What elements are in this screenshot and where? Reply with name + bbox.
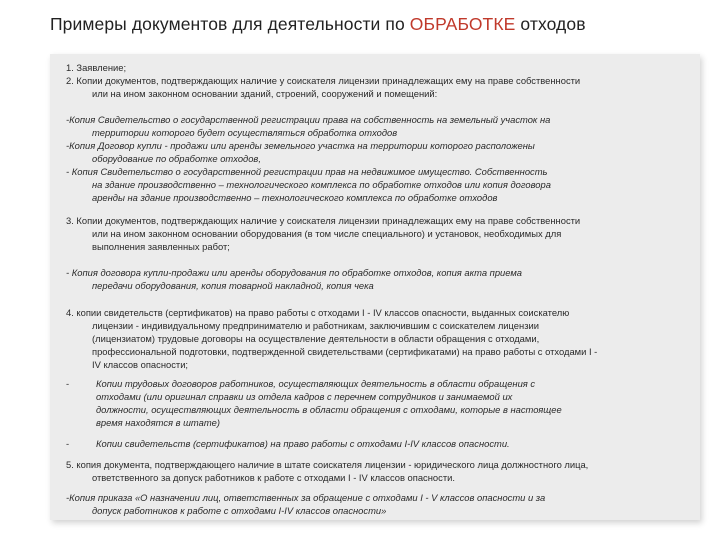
block-1-line-6: на здание производственно – технологического комплекса по обработке отходов или копия договора bbox=[92, 179, 551, 190]
item-4-line-4: профессиональной подготовки, подтвержденной свидетельствами (сертификатами) на право работы с отходами I - bbox=[92, 346, 598, 357]
dash-1-line-3: должности, осуществляющих деятельность в области обращения с отходами, которые в настоящее bbox=[96, 404, 562, 415]
block-3-line-1: -Копия приказа «О назначении лиц, ответственных за обращение с отходами I - V классов опасности и за bbox=[66, 492, 546, 503]
item-4-line-1: 4. копии свидетельств (сертификатов) на право работы с отходами I - IV классов опасности, выданных соискателю bbox=[66, 307, 570, 318]
item-1: 1. Заявление; bbox=[66, 62, 127, 73]
block-1-line-3: -Копия Договор купли - продажи или аренды земельного участка на территории которого расположены bbox=[66, 140, 535, 151]
dash-2-marker: - bbox=[66, 438, 70, 449]
block-2-line-2: передачи оборудования, копия товарной накладной, копия чека bbox=[92, 280, 374, 291]
item-3-line-3: выполнения заявленных работ; bbox=[92, 241, 230, 252]
block-1-line-2: территории которого будет осуществляться обработка отходов bbox=[92, 127, 398, 138]
block-2-line-1: - Копия договора купли-продажи или аренды оборудования по обработке отходов, копия акта приема bbox=[66, 267, 523, 278]
item-4-line-2: лицензии - индивидуальному предпринимателю и работникам, заключившим с соискателем лицензии bbox=[92, 320, 539, 331]
block-1-line-4: оборудование по обработке отходов, bbox=[92, 153, 261, 164]
dash-1-marker: - bbox=[66, 378, 70, 389]
dash-1-line-2: отходами (или оригинал справки из отдела кадров с перечнем сотрудников и занимаемой их bbox=[96, 391, 513, 402]
title-part1: Примеры документов для деятельности по bbox=[50, 14, 405, 34]
document-panel bbox=[50, 54, 700, 520]
title-part2: отходов bbox=[520, 14, 586, 34]
title-highlight: ОБРАБОТКЕ bbox=[409, 14, 516, 34]
page-title bbox=[50, 14, 586, 35]
item-5-line-2: ответственного за допуск работников к работе с отходами I - IV классов опасности. bbox=[92, 472, 455, 483]
block-1-line-7: аренды на здание производственно – технологического комплекса по обработке отходов bbox=[92, 192, 498, 203]
item-5-line-1: 5. копия документа, подтверждающего наличие в штате соискателя лицензии - юридического лица должностного лица, bbox=[66, 459, 589, 470]
item-3-line-1: 3. Копии документов, подтверждающих наличие у соискателя лицензии принадлежащих ему на праве собственности bbox=[66, 215, 581, 226]
item-2-line-1: 2. Копии документов, подтверждающих наличие у соискателя лицензии принадлежащих ему на праве собственности bbox=[66, 75, 581, 86]
block-3-line-2: допуск работников к работе с отходами I-IV классов опасности» bbox=[92, 505, 387, 516]
item-2-line-2: или на ином законном основании зданий, строений, сооружений и помещений: bbox=[92, 88, 438, 99]
dash-1-line-4: время находятся в штате) bbox=[96, 417, 220, 428]
item-3-line-2: или на ином законном основании оборудования (в том числе специального) и установок, необходимых для bbox=[92, 228, 562, 239]
block-1-line-1: -Копия Свидетельство о государственной регистрации права на собственность на земельный участок на bbox=[66, 114, 551, 125]
dash-2-line-1: Копии свидетельств (сертификатов) на право работы с отходами I-IV классов опасности. bbox=[96, 438, 510, 449]
dash-1-line-1: Копии трудовых договоров работников, осуществляющих деятельность в области обращения с bbox=[96, 378, 536, 389]
item-4-line-3: (лицензиатом) трудовые договоры на осуществление деятельности в области обращения с отходами, bbox=[92, 333, 540, 344]
item-4-line-5: IV классов опасности; bbox=[92, 359, 189, 370]
block-1-line-5: - Копия Свидетельство о государственной регистрации прав на недвижимое имущество. Собственность bbox=[66, 166, 548, 177]
